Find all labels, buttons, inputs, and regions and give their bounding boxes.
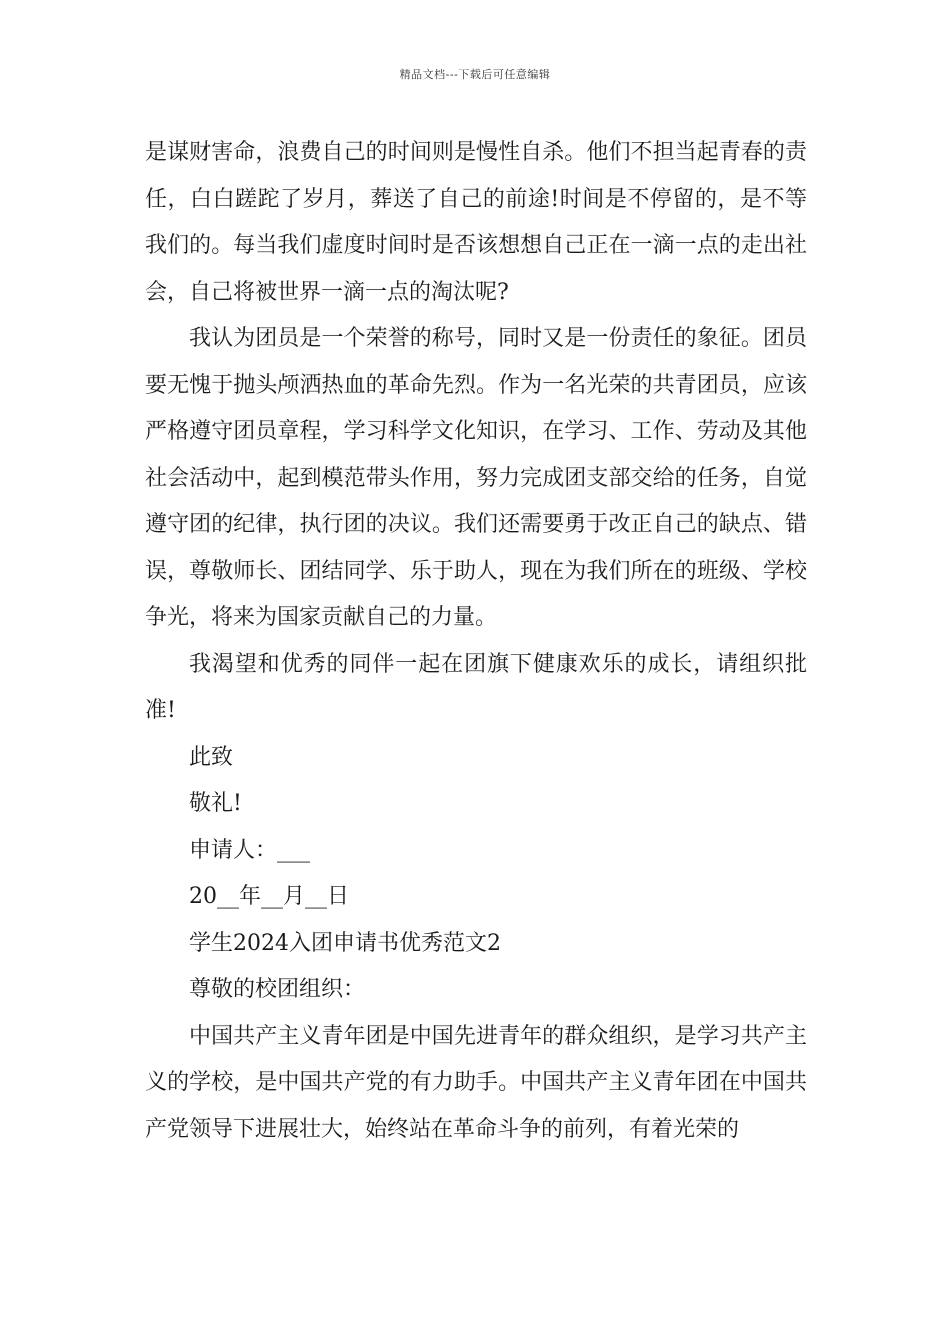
- page-header: 精品文档---下载后可任意编辑: [399, 68, 551, 81]
- date-line: 20__年__月__日: [189, 884, 349, 909]
- paragraph-league-intro: 中国共产主义青年团是中国先进青年的群众组织，是学习共产主义的学校，是中国共产党的有力助手。中国共产主义青年团在中国共产党领导下进展壮大，始终站在革命斗争的前列，有着光荣的: [145, 1023, 807, 1142]
- paragraph-continuation: 是谋财害命，浪费自己的时间则是慢性自杀。他们不担当起青春的责任，白白蹉跎了岁月，葬送了自己的前途!时间是不停留的，是不等我们的。每当我们虚度时间时是否该想想自己正在一滴一点的走出社会，自己将被世界一滴一点的淘汰呢?: [145, 140, 807, 305]
- section-title: 学生2024入团申请书优秀范文2: [189, 930, 501, 956]
- applicant-line: 申请人：___: [189, 837, 311, 863]
- paragraph-request: 我渴望和优秀的同伴一起在团旗下健康欢乐的成长，请组织批准!: [145, 651, 807, 723]
- salutation: 尊敬的校团组织：: [189, 977, 366, 1002]
- document-body: [145, 130, 807, 1153]
- paragraph-membership: 我认为团员是一个荣誉的称号，同时又是一份责任的象征。团员要无愧于抛头颅洒热血的革命先烈。作为一名光荣的共青团员，应该严格遵守团员章程，学习科学文化知识，在学习、工作、劳动及其他社会活动中，起到模范带头作用，努力完成团支部交给的任务，自觉遵守团的纪律，执行团的决议。我们还需要勇于改正自己的缺点、错误，尊敬师长、团结同学、乐于助人，现在为我们所在的班级、学校争光，将来为国家贡献自己的力量。: [145, 326, 807, 630]
- closing-line-1: 此致: [189, 744, 234, 770]
- closing-line-2: 敬礼!: [189, 791, 242, 816]
